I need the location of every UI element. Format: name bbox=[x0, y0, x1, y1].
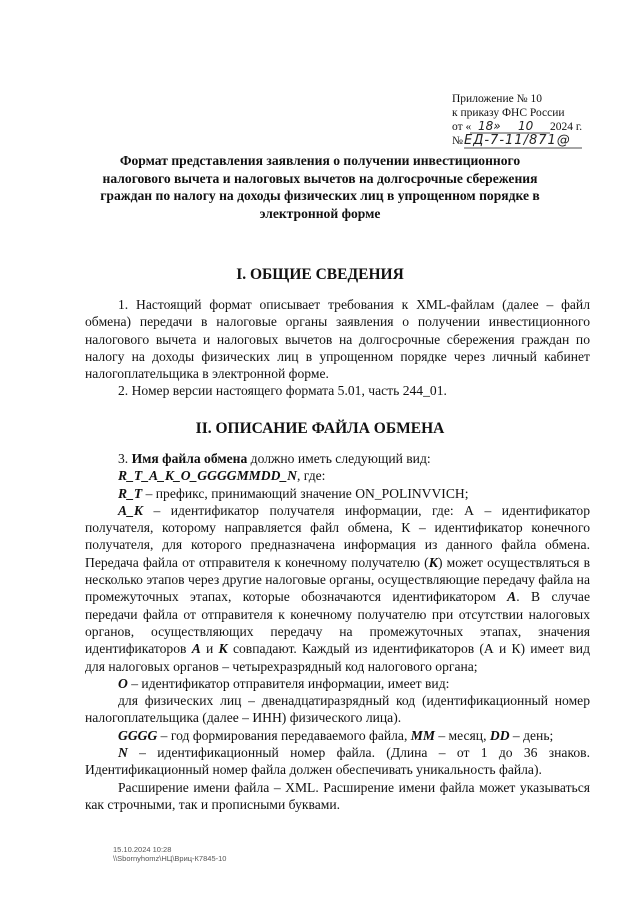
section-1-heading: I. ОБЩИЕ СВЕДЕНИЯ bbox=[236, 266, 404, 283]
section-2-heading: II. ОПИСАНИЕ ФАЙЛА ОБМЕНА bbox=[195, 420, 445, 437]
ak-a: А bbox=[507, 589, 517, 605]
footer-timestamp: 15.10.2024 10:28 bbox=[113, 845, 172, 854]
rt-text: – префикс, принимающий значение ON_POLINVVICH; bbox=[142, 485, 469, 501]
date-year: 2024 г. bbox=[550, 121, 583, 133]
appendix-block bbox=[452, 92, 602, 150]
number-prefix: № bbox=[452, 135, 463, 147]
ak-and: и bbox=[200, 641, 219, 657]
appendix-number bbox=[452, 134, 602, 150]
mm-text: – месяц, bbox=[434, 727, 490, 743]
ak-text-4: совпадают. Каждый из идентификаторов (А и К) имеет вид для налоговых органов – четырехразрядный код налогового органа; bbox=[85, 641, 590, 674]
rt-code: R_T bbox=[118, 485, 143, 501]
ak-text-2: ) может осуществляться в несколько этапов через другие налоговые органы, осуществляющие передачу файла на промежуточных этапах, которые обозначаются идентификатором bbox=[85, 554, 590, 605]
p3-term: Имя файла обмена bbox=[131, 451, 248, 466]
file-footer bbox=[113, 845, 226, 863]
appendix-date bbox=[452, 120, 602, 134]
paragraph-3 bbox=[85, 450, 590, 467]
recipient-definition bbox=[85, 502, 590, 675]
sender-detail: для физических лиц – двенадцатиразрядный код (идентификационный номер налогоплательщика (далее – ИНН) физического лица). bbox=[85, 693, 590, 726]
n-text: – идентификационный номер файла. (Длина – от 1 до 36 знаков. Идентификационный номер файла должен обеспечивать уникальность файла). bbox=[85, 745, 590, 778]
o-text: – идентификатор отправителя информации, имеет вид: bbox=[127, 675, 450, 691]
section-1-body bbox=[85, 296, 590, 400]
p3-text: должно иметь следующий вид: bbox=[247, 451, 431, 466]
number-definition bbox=[85, 744, 590, 779]
ak-code: A_K bbox=[118, 502, 143, 518]
appendix-line-2: к приказу ФНС России bbox=[452, 107, 565, 119]
ak-text-3: . В случае передачи файла от отправителя к конечному получателю при отсутствии налоговых органов, осуществляющих передачу на промежуточных этапах, значения идентификаторов bbox=[85, 589, 590, 657]
ak-k-2: К bbox=[218, 641, 228, 657]
appendix-line-1: Приложение № 10 bbox=[452, 93, 542, 105]
p3-number: 3. bbox=[118, 451, 132, 466]
paragraph-2: 2. Номер версии настоящего формата 5.01, часть 244_01. bbox=[118, 383, 447, 399]
section-2-body bbox=[85, 450, 590, 813]
date-day-handwritten: 18» bbox=[478, 119, 501, 133]
footer-path: \\Sbornyhomz\НЦ\Вриц-К7845-10 bbox=[113, 854, 227, 863]
prefix-definition bbox=[85, 485, 590, 502]
dd-code: DD bbox=[489, 727, 510, 743]
mm-code: MM bbox=[410, 727, 435, 743]
document-title: Формат представления заявления о получении инвестиционного налогового вычета и налоговых вычетов на долгосрочные сбережения граждан по налогу на доходы физических лиц в упрощенном порядке в электронной форме bbox=[100, 153, 540, 221]
pattern-text: , где: bbox=[297, 468, 326, 484]
paragraph-1: 1. Настоящий формат описывает требования к XML-файлам (далее – файл обмена) передачи в налоговые органы заявления о получении инвестиционного налогового вычета и налоговых вычетов на долгосрочные сбережения граждан по налогу на доходы физических лиц в упрощенном порядке через личный кабинет налогоплательщика в электронной форме. bbox=[85, 297, 590, 382]
date-prefix: от « bbox=[452, 121, 472, 133]
pattern-code: R_T_A_K_O_GGGGMMDD_N bbox=[118, 468, 297, 484]
n-code: N bbox=[118, 745, 128, 761]
number-underline bbox=[464, 147, 614, 151]
ak-text: – идентификатор получателя информации, где: А – идентификатор получателя, которому направляется файл обмена, К – идентификатор конечного получателя, для которого предназначена информация из данного файла обмена. Передача файла от отправителя к конечному получателю ( bbox=[85, 502, 590, 570]
ak-a-2: А bbox=[191, 641, 201, 657]
sender-definition bbox=[85, 675, 590, 692]
extension-definition: Расширение имени файла – XML. Расширение имени файла может указываться как строчными, так и прописными буквами. bbox=[85, 779, 590, 812]
o-code: O bbox=[118, 675, 128, 691]
g-code: GGGG bbox=[118, 727, 158, 743]
g-text: – год формирования передаваемого файла, bbox=[157, 727, 411, 743]
date-month-handwritten: 10 bbox=[518, 119, 534, 133]
dd-text: – день; bbox=[509, 727, 554, 743]
number-handwritten: ЕД-7-11/871@ bbox=[464, 133, 571, 148]
date-definition bbox=[85, 727, 590, 744]
file-name-pattern bbox=[85, 467, 590, 484]
ak-k: К bbox=[428, 554, 438, 570]
